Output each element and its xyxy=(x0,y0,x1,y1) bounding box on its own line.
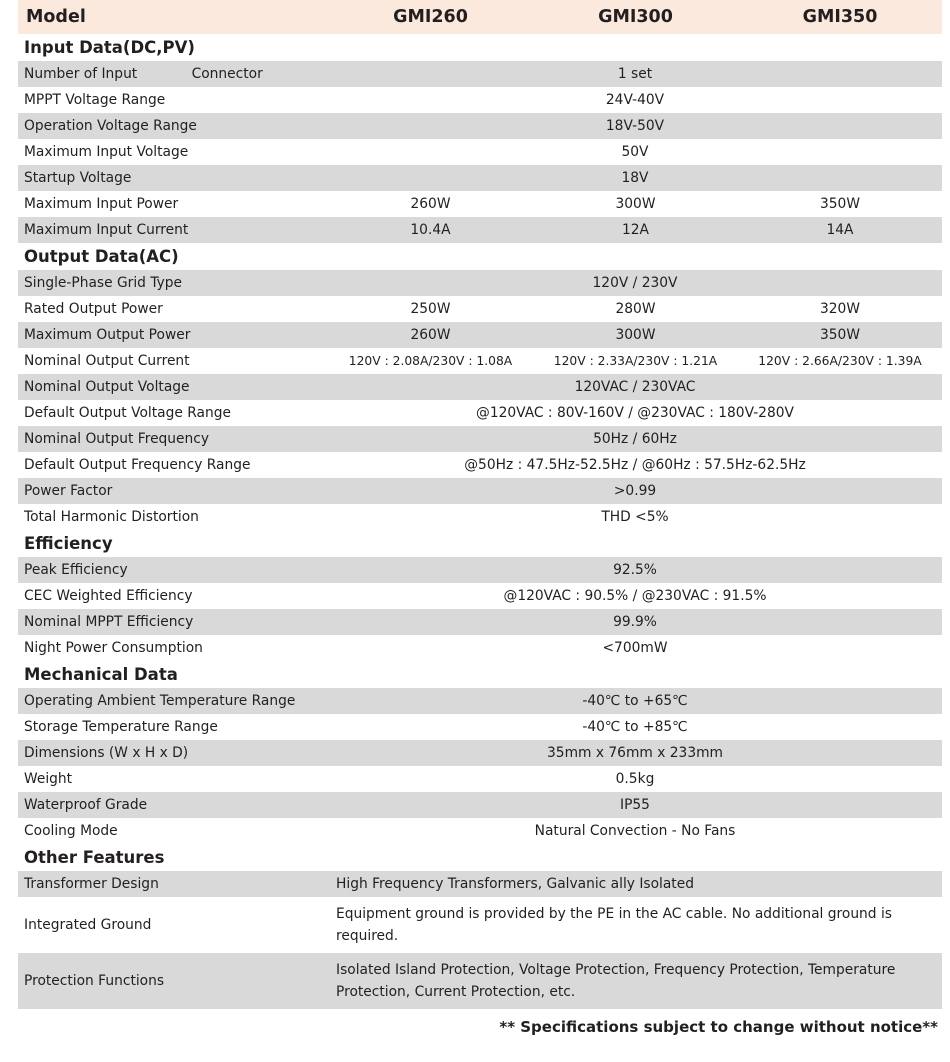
table-row xyxy=(18,766,942,792)
table-row xyxy=(18,714,942,740)
row-label-extra: Connector xyxy=(191,66,263,82)
table-row xyxy=(18,61,942,87)
table-row xyxy=(18,139,942,165)
row-label: Peak Efficiency xyxy=(18,557,328,583)
section-title: Other Features xyxy=(18,844,942,871)
row-label: Nominal Output Voltage xyxy=(18,374,328,400)
row-label xyxy=(18,61,328,87)
row-value-c: 14A xyxy=(738,217,942,243)
table-row xyxy=(18,897,942,953)
row-value-span: 99.9% xyxy=(328,609,942,635)
row-label: Nominal Output Frequency xyxy=(18,426,328,452)
section-header-other-features xyxy=(18,844,942,871)
row-value-span: >0.99 xyxy=(328,478,942,504)
row-value-span: High Frequency Transformers, Galvanic ally Isolated xyxy=(328,871,942,897)
row-value-c: 350W xyxy=(738,322,942,348)
row-label: Single-Phase Grid Type xyxy=(18,270,328,296)
table-row xyxy=(18,792,942,818)
row-value-span: Natural Convection - No Fans xyxy=(328,818,942,844)
row-value-span: @50Hz : 47.5Hz-52.5Hz / @60Hz : 57.5Hz-62.5Hz xyxy=(328,452,942,478)
table-row xyxy=(18,635,942,661)
table-header-row xyxy=(18,0,942,34)
row-label: Storage Temperature Range xyxy=(18,714,328,740)
row-label: Nominal MPPT Efficiency xyxy=(18,609,328,635)
table-row xyxy=(18,478,942,504)
table-row xyxy=(18,217,942,243)
row-value-a: 10.4A xyxy=(328,217,533,243)
section-title: Mechanical Data xyxy=(18,661,942,688)
row-value-b: 300W xyxy=(533,322,738,348)
table-row xyxy=(18,609,942,635)
table-row xyxy=(18,348,942,374)
specification-table xyxy=(18,0,942,1009)
section-header-output-data xyxy=(18,243,942,270)
row-value-span: 1 set xyxy=(328,61,942,87)
section-title: Output Data(AC) xyxy=(18,243,942,270)
footnote: ** Specifications subject to change without notice** xyxy=(499,1018,938,1036)
row-label: Weight xyxy=(18,766,328,792)
row-label: Operating Ambient Temperature Range xyxy=(18,688,328,714)
row-label: Dimensions (W x H x D) xyxy=(18,740,328,766)
row-label: Protection Functions xyxy=(18,953,328,1009)
row-value-b: 120V : 2.33A/230V : 1.21A xyxy=(533,348,738,374)
row-label: Waterproof Grade xyxy=(18,792,328,818)
row-value-span: 92.5% xyxy=(328,557,942,583)
row-label: Night Power Consumption xyxy=(18,635,328,661)
table-row xyxy=(18,87,942,113)
row-value-c: 120V : 2.66A/230V : 1.39A xyxy=(738,348,942,374)
row-value-c: 320W xyxy=(738,296,942,322)
row-value-span: 50V xyxy=(328,139,942,165)
header-col-gmi260: GMI260 xyxy=(328,0,533,34)
row-label: Transformer Design xyxy=(18,871,328,897)
row-value-span: <700mW xyxy=(328,635,942,661)
table-row xyxy=(18,871,942,897)
row-label: Integrated Ground xyxy=(18,897,328,953)
row-label: Maximum Input Power xyxy=(18,191,328,217)
row-value-span: 24V-40V xyxy=(328,87,942,113)
row-label: Maximum Output Power xyxy=(18,322,328,348)
row-value-span: THD <5% xyxy=(328,504,942,530)
row-value-span: 120V / 230V xyxy=(328,270,942,296)
table-body xyxy=(18,0,942,1009)
row-value-span: Equipment ground is provided by the PE in the AC cable. No additional ground is required. xyxy=(328,897,942,953)
section-header-efficiency xyxy=(18,530,942,557)
table-row xyxy=(18,504,942,530)
row-label: Cooling Mode xyxy=(18,818,328,844)
header-col-gmi350: GMI350 xyxy=(738,0,942,34)
row-label: Maximum Input Voltage xyxy=(18,139,328,165)
row-value-span: IP55 xyxy=(328,792,942,818)
row-value-span: 18V-50V xyxy=(328,113,942,139)
row-label: Startup Voltage xyxy=(18,165,328,191)
row-value-span: 120VAC / 230VAC xyxy=(328,374,942,400)
row-value-span: @120VAC : 90.5% / @230VAC : 91.5% xyxy=(328,583,942,609)
row-value-a: 260W xyxy=(328,322,533,348)
row-value-span: 0.5kg xyxy=(328,766,942,792)
row-label: Total Harmonic Distortion xyxy=(18,504,328,530)
row-value-a: 260W xyxy=(328,191,533,217)
section-title: Efficiency xyxy=(18,530,942,557)
row-value-b: 12A xyxy=(533,217,738,243)
table-row xyxy=(18,374,942,400)
row-value-c: 350W xyxy=(738,191,942,217)
table-row xyxy=(18,400,942,426)
row-value-a: 120V : 2.08A/230V : 1.08A xyxy=(328,348,533,374)
row-value-span: 35mm x 76mm x 233mm xyxy=(328,740,942,766)
row-value-b: 300W xyxy=(533,191,738,217)
table-row xyxy=(18,740,942,766)
header-col-gmi300: GMI300 xyxy=(533,0,738,34)
table-row xyxy=(18,953,942,1009)
row-value-span: -40℃ to +85℃ xyxy=(328,714,942,740)
row-label: Nominal Output Current xyxy=(18,348,328,374)
row-value-span: -40℃ to +65℃ xyxy=(328,688,942,714)
section-header-input-data xyxy=(18,34,942,61)
row-label: MPPT Voltage Range xyxy=(18,87,328,113)
header-model-label: Model xyxy=(18,0,328,34)
row-label-text: Number of Input xyxy=(24,66,138,82)
row-label: Default Output Voltage Range xyxy=(18,400,328,426)
row-value-a: 250W xyxy=(328,296,533,322)
row-value-span: @120VAC : 80V-160V / @230VAC : 180V-280V xyxy=(328,400,942,426)
section-header-mechanical-data xyxy=(18,661,942,688)
row-value-span: 18V xyxy=(328,165,942,191)
row-label: Power Factor xyxy=(18,478,328,504)
row-value-span: Isolated Island Protection, Voltage Protection, Frequency Protection, Temperature Protection, Current Protection, etc. xyxy=(328,953,942,1009)
table-row xyxy=(18,688,942,714)
table-row xyxy=(18,270,942,296)
row-label: CEC Weighted Efficiency xyxy=(18,583,328,609)
row-label: Maximum Input Current xyxy=(18,217,328,243)
row-value-b: 280W xyxy=(533,296,738,322)
row-label: Default Output Frequency Range xyxy=(18,452,328,478)
table-row xyxy=(18,426,942,452)
row-value-span: 50Hz / 60Hz xyxy=(328,426,942,452)
table-row xyxy=(18,191,942,217)
table-row xyxy=(18,322,942,348)
row-label: Operation Voltage Range xyxy=(18,113,328,139)
table-row xyxy=(18,452,942,478)
table-row xyxy=(18,165,942,191)
table-row xyxy=(18,296,942,322)
table-row xyxy=(18,583,942,609)
section-title: Input Data(DC,PV) xyxy=(18,34,942,61)
table-row xyxy=(18,113,942,139)
table-row xyxy=(18,818,942,844)
row-label: Rated Output Power xyxy=(18,296,328,322)
table-row xyxy=(18,557,942,583)
